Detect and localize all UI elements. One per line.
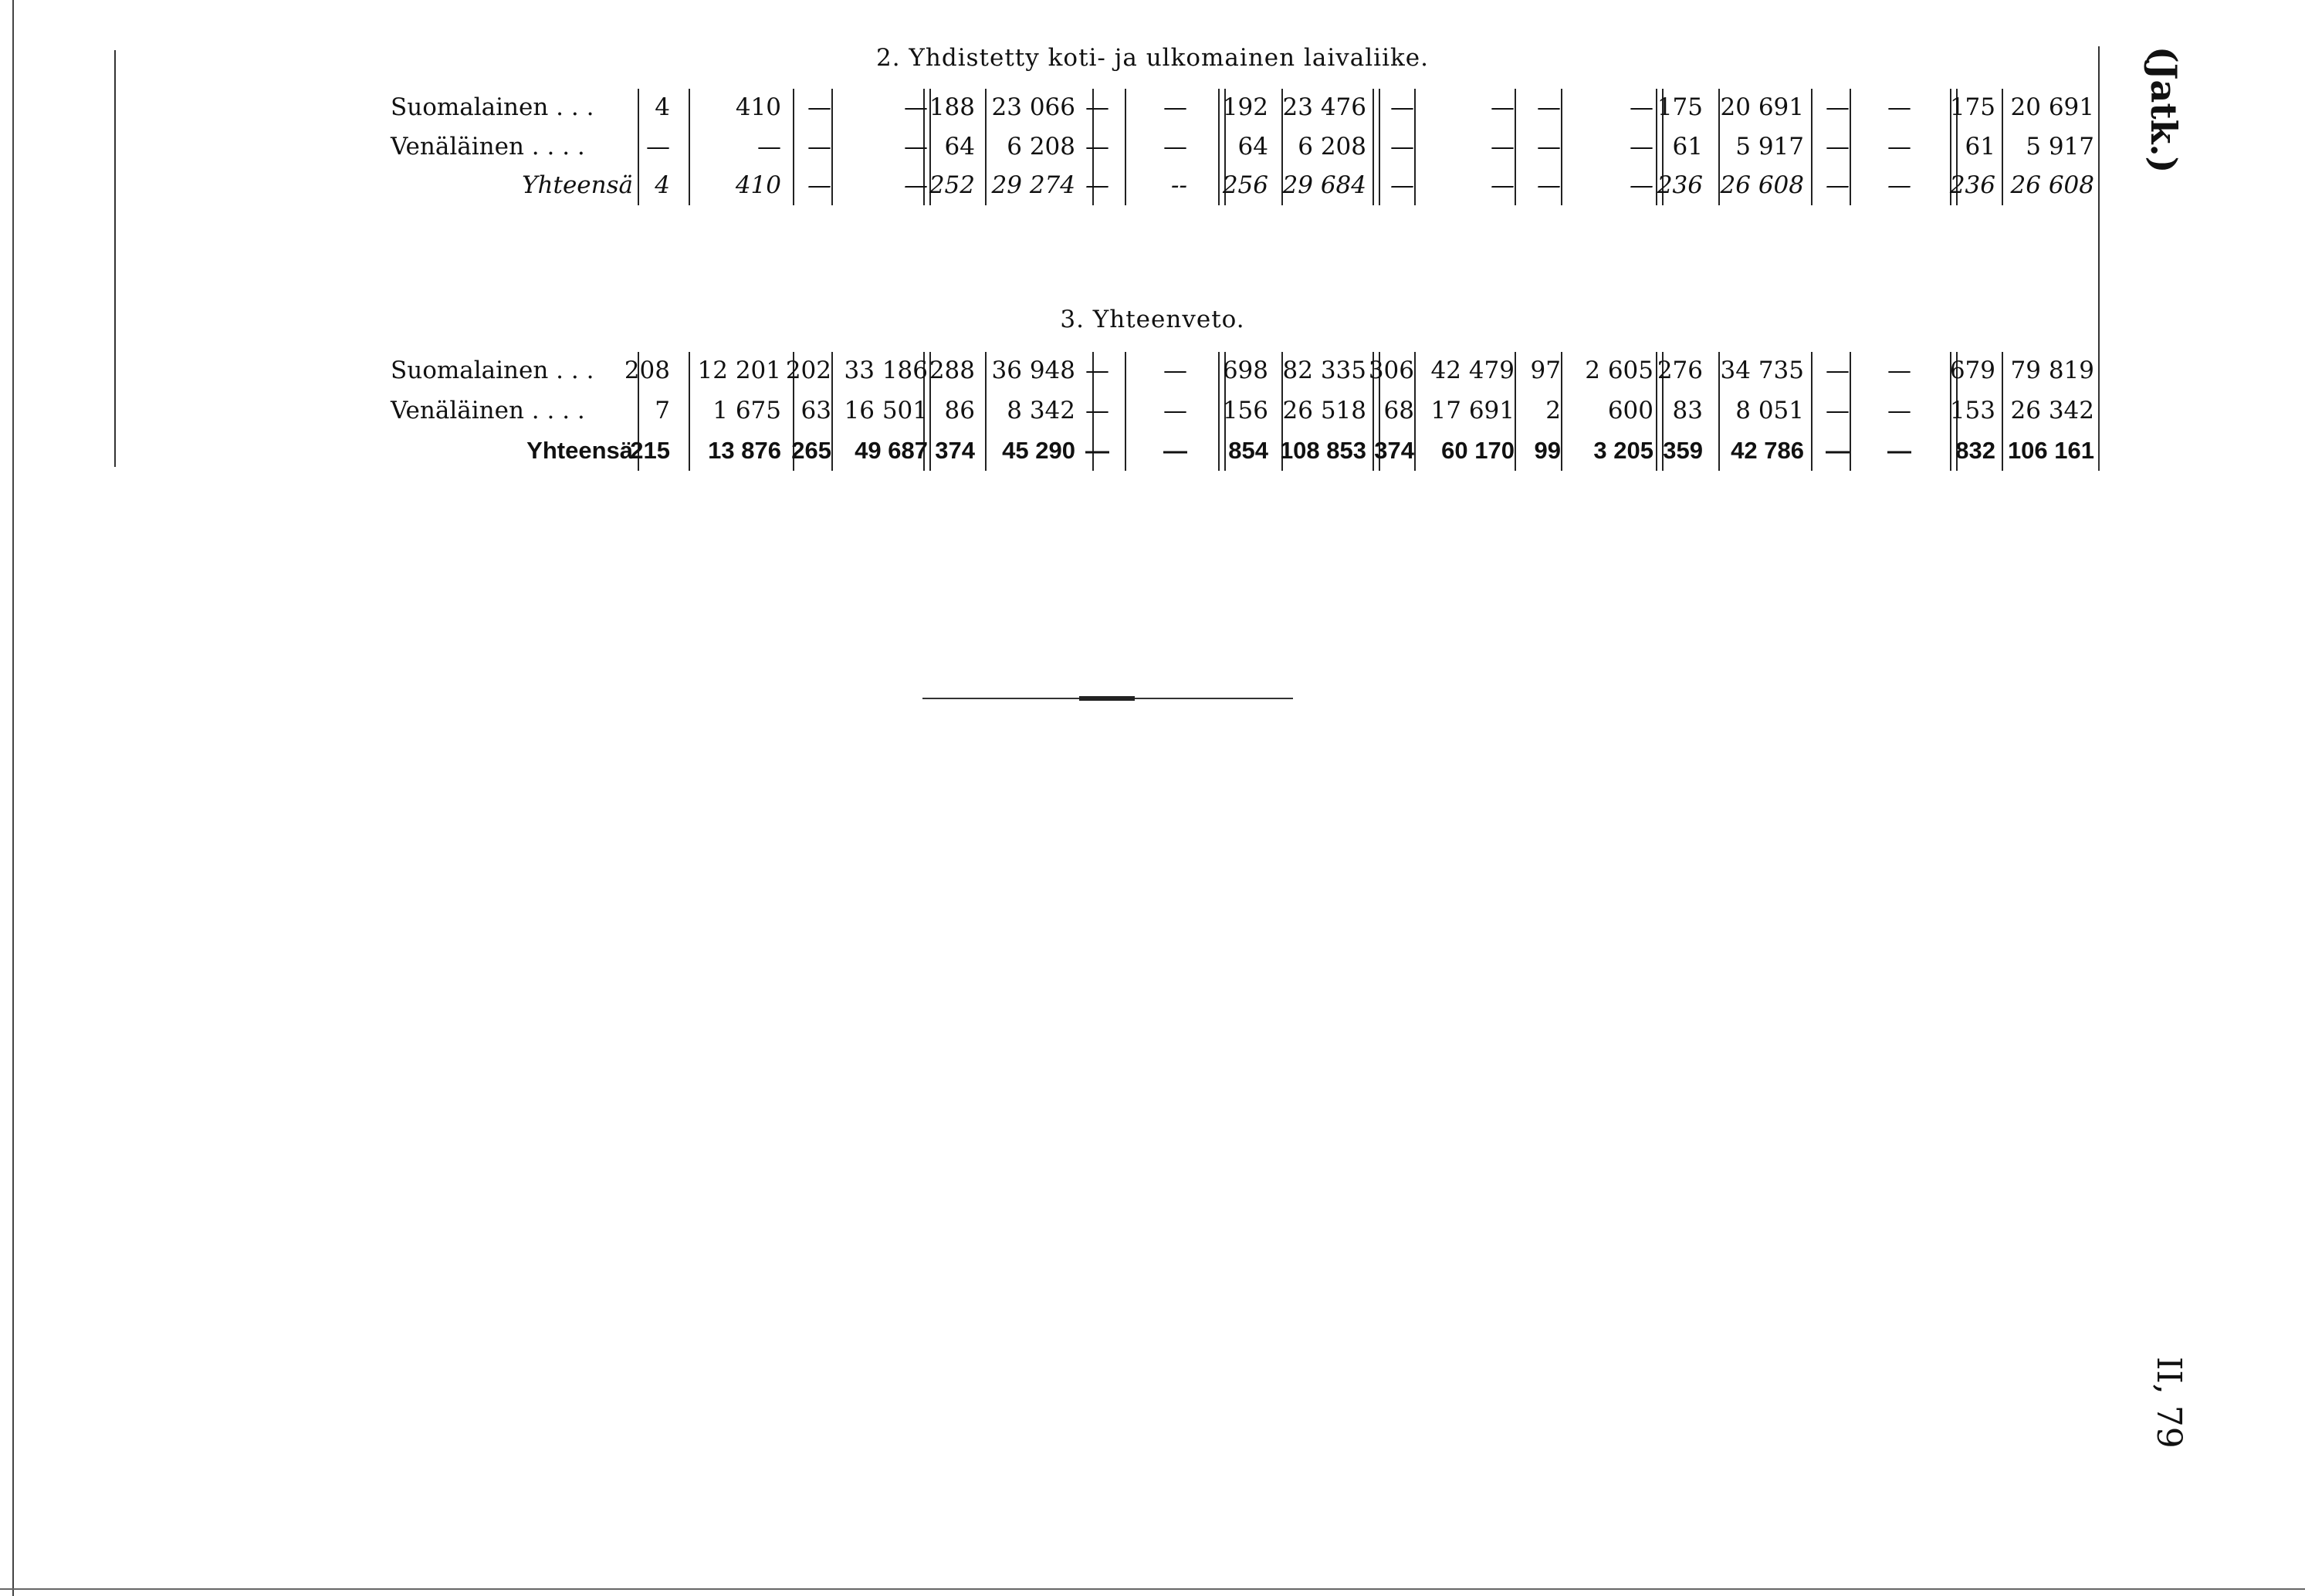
table-cell: 26 342 [2010, 397, 2094, 424]
table-cell: 45 290 [1002, 437, 1075, 464]
table-cell: 49 687 [855, 437, 928, 464]
page-number: II, 79 [2149, 1357, 2188, 1449]
table-cell: 23 066 [991, 93, 1075, 121]
table-cell: 854 [1228, 437, 1268, 464]
table-cell: — [1085, 357, 1109, 384]
table-cell: — [1163, 357, 1187, 384]
table-cell: 26 608 [1720, 171, 1804, 199]
table-cell: — [1537, 171, 1561, 199]
table-cell: 83 [1672, 397, 1703, 424]
table-cell: — [807, 93, 831, 121]
table-cell: 42 786 [1731, 437, 1804, 464]
table-cell: 42 479 [1430, 357, 1515, 384]
table-cell: — [1630, 93, 1653, 121]
table-cell: 4 [655, 93, 670, 121]
table-cell: 265 [791, 437, 831, 464]
page-bottom-rule [0, 1588, 2305, 1590]
table-cell: 8 051 [1735, 397, 1804, 424]
table-cell: — [1826, 437, 1850, 464]
table-cell: 26 518 [1282, 397, 1366, 424]
table-cell: 156 [1222, 397, 1268, 424]
table-cell: 36 948 [991, 357, 1075, 384]
table-cell: — [1887, 397, 1911, 424]
table-cell: — [1826, 397, 1850, 424]
table-cell: — [1630, 171, 1653, 199]
table-cell: 2 [1545, 397, 1561, 424]
table-cell: 374 [935, 437, 975, 464]
ornament-center [1079, 696, 1135, 701]
table-row [0, 357, 2305, 395]
table-cell: 374 [1374, 437, 1414, 464]
table-cell: 34 735 [1720, 357, 1804, 384]
table-cell: 5 917 [2026, 133, 2094, 161]
table-cell: — [1491, 93, 1515, 121]
table-row [0, 397, 2305, 435]
table-cell: 86 [944, 397, 975, 424]
row-label: Suomalainen . . . [391, 357, 594, 384]
row-label: Yhteensä [526, 437, 633, 464]
table-cell: — [807, 133, 831, 161]
table-cell: 410 [735, 171, 781, 199]
table-cell: 5 917 [1735, 133, 1804, 161]
table-cell: — [1491, 133, 1515, 161]
table-cell: 16 501 [844, 397, 928, 424]
table-cell: 600 [1607, 397, 1653, 424]
table-cell: — [1537, 93, 1561, 121]
table-cell: 202 [785, 357, 831, 384]
table-cell: 410 [735, 93, 781, 121]
table-cell: 175 [1949, 93, 1995, 121]
table-cell: — [646, 133, 670, 161]
table-cell: — [1826, 171, 1850, 199]
table-cell: — [1390, 133, 1414, 161]
table-cell: 6 208 [1298, 133, 1366, 161]
table-cell: 3 205 [1593, 437, 1653, 464]
table-cell: 208 [624, 357, 670, 384]
table-cell: 23 476 [1282, 93, 1366, 121]
table-cell: 7 [655, 397, 670, 424]
table-cell: — [1163, 93, 1187, 121]
table-cell: — [1390, 171, 1414, 199]
table-cell: 64 [944, 133, 975, 161]
table-cell: — [1887, 357, 1911, 384]
table-cell: 153 [1949, 397, 1995, 424]
section-title-combined-shipping: 2. Yhdistetty koti- ja ulkomainen laivaliike. [876, 44, 1429, 72]
table-cell: 1 675 [712, 397, 781, 424]
table-cell: — [1491, 171, 1515, 199]
table-cell: 4 [655, 171, 670, 199]
row-label: Venäläinen . . . . [391, 397, 585, 424]
table-cell: 276 [1657, 357, 1703, 384]
table-cell: — [1887, 133, 1911, 161]
table-cell: 33 186 [844, 357, 928, 384]
table-cell: 61 [1965, 133, 1995, 161]
table-cell: 68 [1383, 397, 1414, 424]
table-cell: 175 [1657, 93, 1703, 121]
table-cell: — [1826, 133, 1850, 161]
row-label: Yhteensä [522, 171, 633, 199]
table-cell: 2 605 [1585, 357, 1653, 384]
table-cell: 12 201 [697, 357, 781, 384]
table-cell: 192 [1222, 93, 1268, 121]
table-cell: — [1163, 397, 1187, 424]
table-cell: — [1537, 133, 1561, 161]
table-cell: — [1085, 397, 1109, 424]
table-cell: 79 819 [2010, 357, 2094, 384]
table-cell: 288 [929, 357, 975, 384]
table-cell: 60 170 [1441, 437, 1515, 464]
table-cell: — [1390, 93, 1414, 121]
table-cell: 17 691 [1430, 397, 1515, 424]
table-cell: 29 684 [1282, 171, 1366, 199]
section-title-summary: 3. Yhteenveto. [1060, 306, 1245, 333]
table-cell: 306 [1368, 357, 1414, 384]
table-cell: — [1085, 437, 1109, 464]
table-cell: — [1163, 133, 1187, 161]
table-cell: — [1630, 133, 1653, 161]
table-cell: — [1085, 133, 1109, 161]
continued-label: (Jatk.) [2143, 46, 2185, 174]
table-cell: 64 [1237, 133, 1268, 161]
table-cell: 13 876 [708, 437, 781, 464]
table-cell: -- [1171, 171, 1187, 199]
table-cell: 832 [1955, 437, 1995, 464]
table-row [0, 133, 2305, 171]
table-cell: 82 335 [1282, 357, 1366, 384]
table-cell: — [904, 93, 928, 121]
table-row [0, 437, 2305, 475]
table-cell: 698 [1222, 357, 1268, 384]
table-cell: 256 [1222, 171, 1268, 199]
row-label: Suomalainen . . . [391, 93, 594, 121]
table-cell: — [1085, 171, 1109, 199]
table-cell: 63 [800, 397, 831, 424]
table-cell: 106 161 [2007, 437, 2094, 464]
table-cell: — [1887, 437, 1911, 464]
table-cell: 215 [630, 437, 670, 464]
table-cell: — [904, 171, 928, 199]
table-cell: 236 [1949, 171, 1995, 199]
table-cell: 29 274 [991, 171, 1075, 199]
table-cell: 188 [929, 93, 975, 121]
table-cell: — [1887, 171, 1911, 199]
table-cell: — [1826, 93, 1850, 121]
table-cell: 99 [1534, 437, 1561, 464]
table-cell: — [1826, 357, 1850, 384]
table-row [0, 93, 2305, 132]
table-cell: 252 [929, 171, 975, 199]
table-cell: 6 208 [1007, 133, 1075, 161]
table-cell: 359 [1663, 437, 1703, 464]
row-label: Venäläinen . . . . [391, 133, 585, 161]
table-cell: — [1887, 93, 1911, 121]
table-cell: — [807, 171, 831, 199]
table-cell: — [757, 133, 781, 161]
table-cell: 8 342 [1007, 397, 1075, 424]
table-cell: 108 853 [1279, 437, 1366, 464]
table-cell: — [1163, 437, 1187, 464]
page-left-rule [12, 0, 14, 1596]
table-cell: 61 [1672, 133, 1703, 161]
table-cell: 20 691 [1720, 93, 1804, 121]
table-cell: 236 [1657, 171, 1703, 199]
table-row [0, 171, 2305, 210]
table-cell: 679 [1949, 357, 1995, 384]
table-cell: 26 608 [2010, 171, 2094, 199]
table-cell: — [1085, 93, 1109, 121]
table-cell: 20 691 [2010, 93, 2094, 121]
table-cell: — [904, 133, 928, 161]
table-cell: 97 [1530, 357, 1561, 384]
